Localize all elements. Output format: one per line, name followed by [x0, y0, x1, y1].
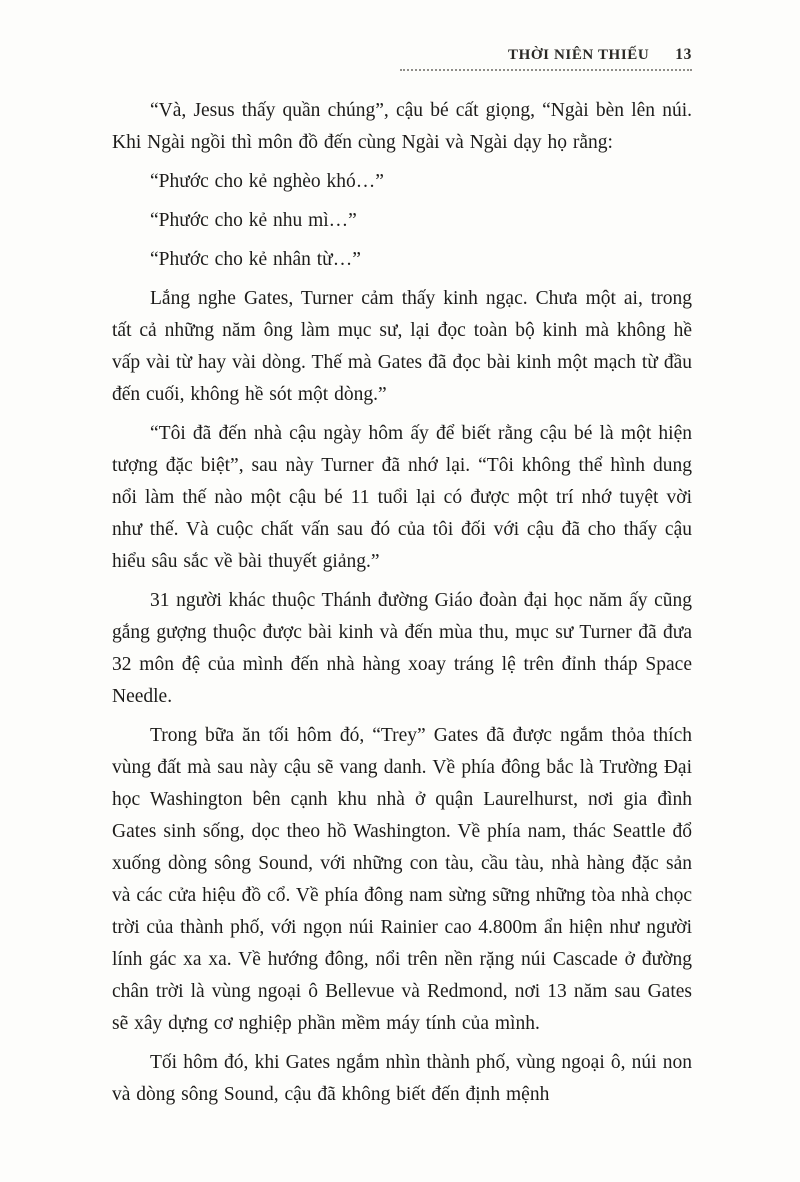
chapter-title: THỜI NIÊN THIẾU — [508, 47, 650, 63]
dashed-divider — [400, 69, 692, 71]
paragraph: Lắng nghe Gates, Turner cảm thấy kinh ngạc. Chưa một ai, trong tất cả những năm ông làm mục sư, lại đọc toàn bộ kinh mà không hề vấp vài từ hay vài dòng. Thế mà Gates đã đọc bài kinh một mạch từ đầu đến cuối, không hề sót một dòng.” — [112, 288, 692, 405]
paragraph: Trong bữa ăn tối hôm đó, “Trey” Gates đã được ngắm thỏa thích vùng đất mà sau này cậu sẽ vang danh. Về phía đông bắc là Trường Đại học Washington bên cạnh khu nhà ở quận Laurelhurst, nơi gia đình Gates sinh sống, dọc theo hồ Washington. Về phía nam, thác Seattle đổ xuống dòng sông Sound, với những con tàu, cầu tàu, nhà hàng đặc sản và các cửa hiệu đồ cổ. Về phía đông nam sừng sững những tòa nhà chọc trời của thành phố, với ngọn núi Rainier cao 4.800m ẩn hiện như người lính gác xa xa. Về hướng đông, nổi trên nền rặng núi Cascade ở đường chân trời là vùng ngoại ô Bellevue và Redmond, nơi 13 năm sau Gates sẽ xây dựng cơ nghiệp phần mềm máy tính của mình. — [112, 725, 692, 1034]
page-number: 13 — [675, 46, 692, 63]
body-text — [112, 95, 692, 1111]
paragraph: 31 người khác thuộc Thánh đường Giáo đoàn đại học năm ấy cũng gắng gượng thuộc được bài kinh và đến mùa thu, mục sư Turner đã đưa 32 môn đệ của mình đến nhà hàng xoay tráng lệ trên đỉnh tháp Space Needle. — [112, 590, 692, 707]
paragraph: “Phước cho kẻ nhân từ…” — [150, 249, 361, 270]
paragraph: Tối hôm đó, khi Gates ngắm nhìn thành phố, vùng ngoại ô, núi non và dòng sông Sound, cậu đã không biết đến định mệnh — [112, 1052, 692, 1105]
running-header — [112, 46, 692, 64]
paragraph: “Và, Jesus thấy quần chúng”, cậu bé cất giọng, “Ngài bèn lên núi. Khi Ngài ngồi thì môn đồ đến cùng Ngài và Ngài dạy họ rằng: — [112, 100, 692, 153]
paragraph: “Phước cho kẻ nhu mì…” — [150, 210, 357, 231]
paragraph: “Tôi đã đến nhà cậu ngày hôm ấy để biết rằng cậu bé là một hiện tượng đặc biệt”, sau này Turner đã nhớ lại. “Tôi không thể hình dung nổi làm thế nào một cậu bé 11 tuổi lại có được một trí nhớ tuyệt vời như thế. Và cuộc chất vấn sau đó của tôi đối với cậu đã cho thấy cậu hiểu sâu sắc về bài thuyết giảng.” — [112, 423, 692, 572]
paragraph: “Phước cho kẻ nghèo khó…” — [150, 171, 384, 192]
